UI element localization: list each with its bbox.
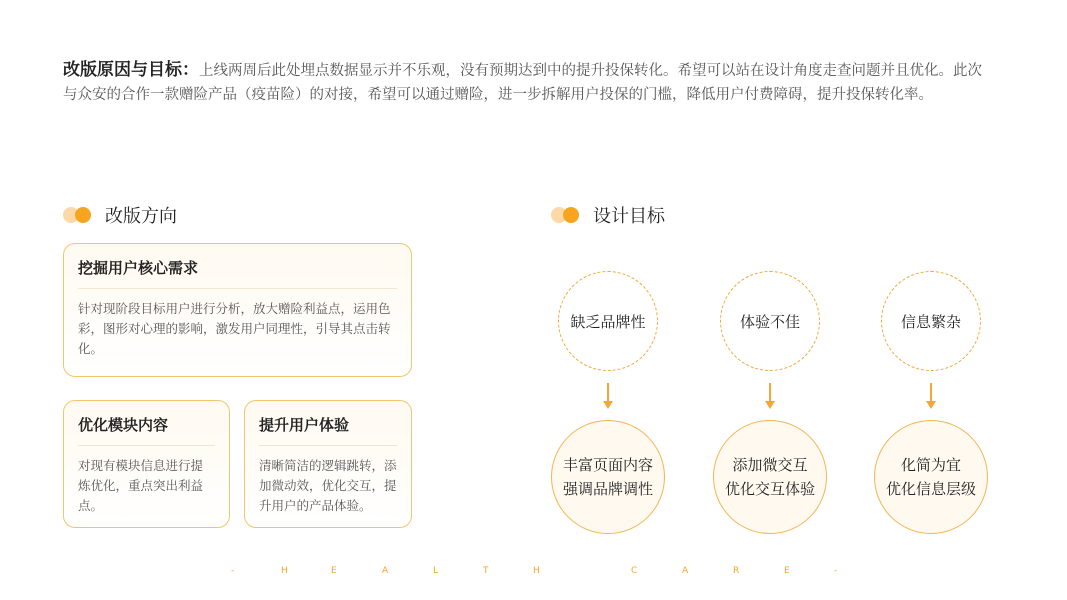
footer-health-care: [0, 566, 1067, 580]
card-text: 针对现阶段目标用户进行分析，放大赠险利益点，运用色彩，图形对心理的影响，激发用户同理性，引导其点击转化。: [78, 301, 391, 356]
card-core-needs: [63, 243, 412, 377]
footer-letter: R: [733, 566, 740, 576]
problem-circle-experience: [720, 271, 820, 371]
card-text: 清晰简洁的逻辑跳转，添加微动效，优化交互，提升用户的产品体验。: [259, 458, 397, 513]
direction-title: 改版方向: [105, 206, 177, 227]
solution-circle-brand: [551, 420, 665, 534]
solution-line: 丰富页面内容: [562, 456, 653, 474]
solution-circle-experience: [713, 420, 827, 534]
footer-letter: -: [834, 566, 838, 576]
problem-circle-information: [881, 271, 981, 371]
intro-lead: 改版原因与目标：: [63, 60, 199, 80]
solution-line: 添加微交互: [732, 456, 808, 474]
arrow-down-icon: [603, 383, 613, 409]
footer-letter: A: [682, 566, 689, 576]
footer-letter: E: [331, 566, 337, 576]
arrow-down-icon: [765, 383, 775, 409]
footer-letter: -: [231, 566, 235, 576]
card-module-content: [63, 400, 230, 528]
goals-header: [551, 202, 665, 228]
solution-line: 强调品牌调性: [562, 480, 653, 498]
card-user-experience: [244, 400, 412, 528]
footer-letter: E: [784, 566, 790, 576]
problem-label: 缺乏品牌性: [570, 312, 646, 331]
problem-label: 体验不佳: [739, 312, 800, 331]
card-title: 挖掘用户核心需求: [78, 244, 397, 289]
solution-circle-information: [874, 420, 988, 534]
solution-line: 优化信息层级: [885, 480, 976, 498]
footer-letter: T: [483, 566, 489, 576]
dots-icon: [63, 206, 95, 224]
footer-letter: A: [382, 566, 389, 576]
direction-header: [63, 202, 177, 228]
intro-text: 上线两周后此处埋点数据显示并不乐观，没有预期达到中的提升投保转化。希望可以站在设计角度走查问题并且优化。此次与众安的合作一款赠险产品（疫苗险）的对接，希望可以通过赠险，进一步拆解用户投保的门槛，降低用户付费障碍，提升投保转化率。: [63, 63, 982, 103]
solution-line: 化简为宜: [900, 456, 961, 474]
footer-letter: C: [631, 566, 638, 576]
problem-label: 信息繁杂: [900, 312, 961, 331]
problem-circle-brand: [558, 271, 658, 371]
intro-paragraph: [63, 58, 983, 107]
solution-line: 优化交互体验: [724, 480, 815, 498]
card-title: 提升用户体验: [259, 401, 397, 446]
footer-letter: H: [281, 566, 288, 576]
footer-letter: L: [433, 566, 439, 576]
arrow-down-icon: [926, 383, 936, 409]
card-text: 对现有模块信息进行提炼优化，重点突出利益点。: [78, 458, 204, 513]
footer-letter: H: [533, 566, 540, 576]
goals-title: 设计目标: [593, 206, 665, 227]
dots-icon: [551, 206, 583, 224]
card-title: 优化模块内容: [78, 401, 215, 446]
